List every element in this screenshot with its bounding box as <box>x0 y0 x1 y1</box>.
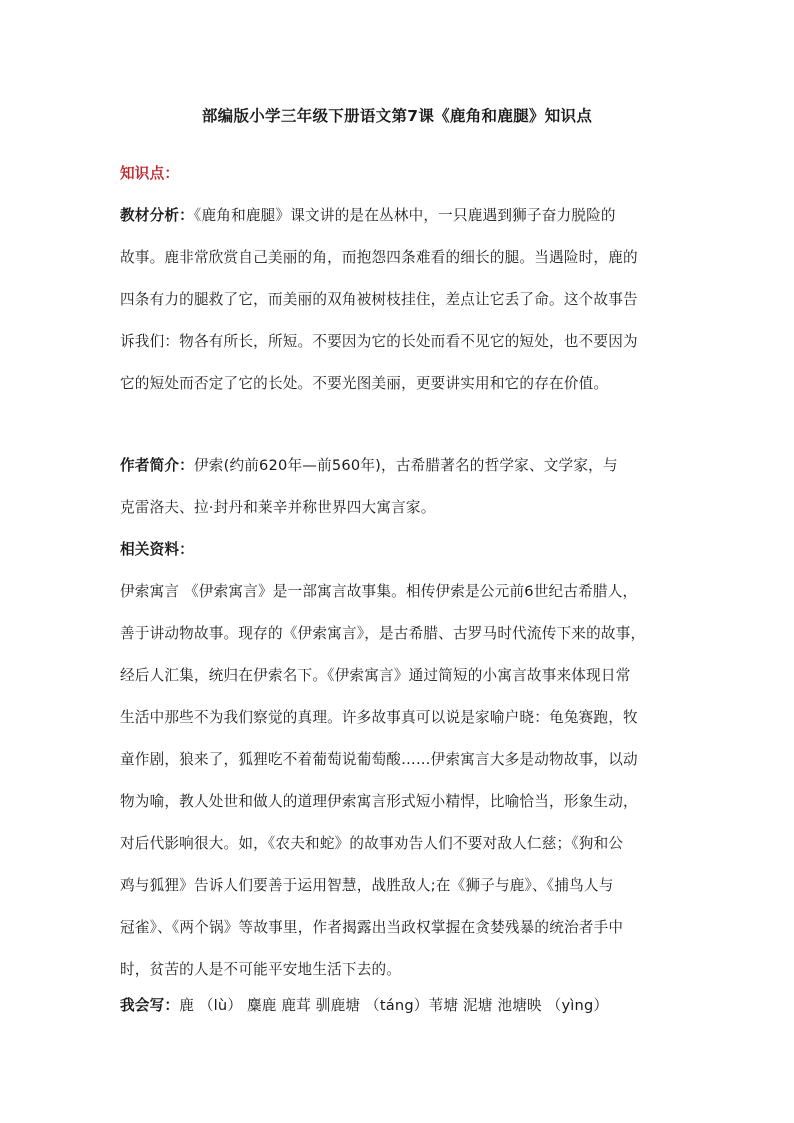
materials-line-1: 伊索寓言 《伊索寓言》是一部寓言故事集。相传伊索是公元前6世纪古希腊人， <box>120 583 638 600</box>
analysis-text-1: 《鹿角和鹿腿》课文讲的是在丛林中，一只鹿遇到狮子奋力脱险的 <box>193 207 616 224</box>
materials-line-8: 鸡与狐狸》告诉人们要善于运用智慧，战胜敌人;在《狮子与鹿》、《捕鸟人与 <box>120 877 614 894</box>
author-text-1: 伊索(约前620年—前560年)，古希腊著名的哲学家、文学家，与 <box>193 457 618 474</box>
materials-line-5: 童作剧，狼来了，狐狸吃不着葡萄说葡萄酸……伊索寓言大多是动物故事，以动 <box>120 751 638 768</box>
materials-line-7: 对后代影响很大。如，《农夫和蛇》的故事劝告人们不要对敌人仁慈；《狗和公 <box>120 835 624 852</box>
author-section <box>120 445 682 529</box>
knowledge-heading: 知识点： <box>120 165 180 182</box>
materials-section <box>120 529 682 991</box>
author-label: 作者简介： <box>120 457 194 474</box>
analysis-line-2: 故事。鹿非常欣赏自己美丽的角，而抱怨四条难看的细长的腿。当遇险时，鹿的 <box>120 249 638 266</box>
analysis-line-1 <box>120 195 682 237</box>
materials-label: 相关资料： <box>120 541 194 558</box>
writing-line <box>120 985 682 1027</box>
writing-label: 我会写： <box>120 997 180 1014</box>
analysis-line-5: 它的短处而否定了它的长处。不要光图美丽，更要讲实用和它的存在价值。 <box>120 375 609 392</box>
writing-section <box>120 985 682 1027</box>
materials-line-2: 善于讲动物故事。现存的《伊索寓言》，是古希腊、古罗马时代流传下来的故事， <box>120 625 646 642</box>
page-title: 部编版小学三年级下册语文第7课《鹿角和鹿腿》知识点 <box>201 107 593 125</box>
materials-line-4: 生活中那些不为我们察觉的真理。许多故事真可以说是家喻户晓：龟兔赛跑，牧 <box>120 709 638 726</box>
analysis-line-3: 四条有力的腿救了它，而美丽的双角被树枝挂住，差点让它丢了命。这个故事告 <box>120 291 638 308</box>
knowledge-section <box>120 153 682 195</box>
materials-line-9: 冠雀》、《两个锅》等故事里，作者揭露出当政权掌握在贪婪残暴的统治者手中 <box>120 919 624 936</box>
writing-text: 鹿 （lù） 麋鹿 鹿茸 驯鹿塘 （táng）苇塘 泥塘 池塘映 （yìng） <box>179 997 609 1014</box>
analysis-label: 教材分析： <box>120 207 194 224</box>
materials-line-3: 经后人汇集，统归在伊索名下。《伊索寓言》通过简短的小寓言故事来体现日常 <box>120 667 631 684</box>
author-line-1 <box>120 445 682 487</box>
materials-line-6: 物为喻，教人处世和做人的道理伊索寓言形式短小精悍，比喻恰当，形象生动， <box>120 793 638 810</box>
analysis-section <box>120 195 682 405</box>
materials-line-10: 时，贫苦的人是不可能平安地生活下去的。 <box>120 961 402 978</box>
author-line-2: 克雷洛夫、拉·封丹和莱辛并称世界四大寓言家。 <box>120 499 436 516</box>
analysis-line-4: 诉我们：物各有所长，所短。不要因为它的长处而看不见它的短处，也不要因为 <box>120 333 638 350</box>
